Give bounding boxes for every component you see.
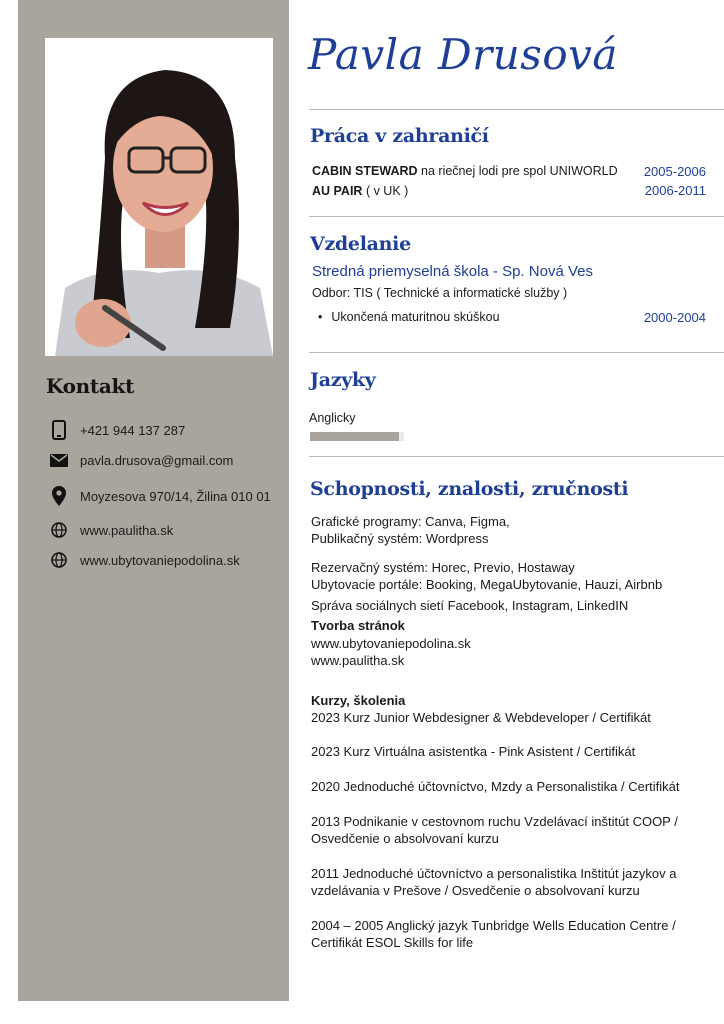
skill-line: Ubytovacie portále: Booking, MegaUbytovanie, Hauzi, Airbnb <box>311 577 663 592</box>
work-item-2-role: AU PAIR <box>312 184 363 198</box>
envelope-icon <box>48 449 70 471</box>
course-item: 2004 – 2005 Anglický jazyk Tunbridge Wells Education Centre / <box>311 918 676 933</box>
language-level-bar <box>310 432 404 441</box>
course-item: 2023 Kurz Junior Webdesigner & Webdeveloper / Certifikát <box>311 710 651 725</box>
contact-website-2-text[interactable]: www.ubytovaniepodolina.sk <box>80 552 240 568</box>
languages-heading: Jazyky <box>310 369 376 391</box>
work-item-2 <box>312 184 408 198</box>
divider <box>309 456 724 457</box>
course-item: 2020 Jednoduché účtovníctvo, Mzdy a Personalistika / Certifikát <box>311 779 680 794</box>
contact-phone <box>48 419 185 441</box>
contact-phone-text: +421 944 137 287 <box>80 422 186 438</box>
divider <box>309 109 724 110</box>
education-heading: Vzdelanie <box>310 233 411 255</box>
work-item-1-role: CABIN STEWARD <box>312 164 418 178</box>
course-item: 2011 Jednoduché účtovníctvo a personalistika Inštitút jazykov a <box>311 866 677 881</box>
contact-email[interactable] <box>48 449 233 471</box>
course-item: 2023 Kurz Virtuálna asistentka - Pink Asistent / Certifikát <box>311 744 636 759</box>
course-item: Osvedčenie o absolvovaní kurzu <box>311 831 499 846</box>
divider <box>309 352 724 353</box>
profile-photo <box>45 38 273 356</box>
contact-website-1[interactable] <box>48 519 173 541</box>
web-heading: Tvorba stránok <box>311 618 405 633</box>
education-bullet: • Ukončená maturitnou skúškou <box>318 310 500 324</box>
contact-address <box>48 485 271 507</box>
globe-icon <box>48 519 70 541</box>
course-item: 2013 Podnikanie v cestovnom ruchu Vzdelávací inštitút COOP / <box>311 814 678 829</box>
language-level-fill <box>310 432 399 441</box>
contact-website-2[interactable] <box>48 549 240 571</box>
person-name: Pavla Drusová <box>308 30 618 79</box>
work-item-1-detail: na riečnej lodi pre spol UNIWORLD <box>417 164 618 178</box>
courses-heading: Kurzy, školenia <box>311 693 406 708</box>
course-item: Certifikát ESOL Skills for life <box>311 935 474 950</box>
work-heading: Práca v zahraničí <box>310 125 489 147</box>
web-link[interactable]: www.paulitha.sk <box>311 653 405 668</box>
sidebar <box>18 0 289 1001</box>
globe-icon <box>48 549 70 571</box>
work-item-2-detail: ( v UK ) <box>362 184 409 198</box>
education-years: 2000-2004 <box>643 310 706 325</box>
skills-heading: Schopnosti, znalosti, zručnosti <box>310 478 629 500</box>
contact-address-text: Moyzesova 970/14, Žilina 010 01 <box>80 488 271 504</box>
contact-email-text[interactable]: pavla.drusova@gmail.com <box>80 452 234 468</box>
work-item-2-years: 2006-2011 <box>644 183 706 198</box>
work-item-1-years: 2005-2006 <box>643 164 706 179</box>
divider <box>309 216 724 217</box>
web-link[interactable]: www.ubytovaniepodolina.sk <box>311 636 471 651</box>
language-english: Anglicky <box>309 411 356 425</box>
skill-line: Správa sociálnych sietí Facebook, Instagram, LinkedIN <box>311 598 629 613</box>
contact-heading: Kontakt <box>46 374 135 398</box>
work-item-1 <box>312 164 618 178</box>
education-field: Odbor: TIS ( Technické a informatické služby ) <box>312 286 568 300</box>
skill-line: Rezervačný systém: Horec, Previo, Hostaway <box>311 560 575 575</box>
location-pin-icon <box>48 485 70 507</box>
skill-line: Grafické programy: Canva, Figma, <box>311 514 510 529</box>
education-school: Stredná priemyselná škola - Sp. Nová Ves <box>312 263 593 280</box>
course-item: vzdelávania v Prešove / Osvedčenie o absolvovaní kurzu <box>311 883 640 898</box>
skill-line: Publikačný systém: Wordpress <box>311 531 489 546</box>
contact-website-1-text[interactable]: www.paulitha.sk <box>80 522 174 538</box>
phone-icon <box>48 419 70 441</box>
